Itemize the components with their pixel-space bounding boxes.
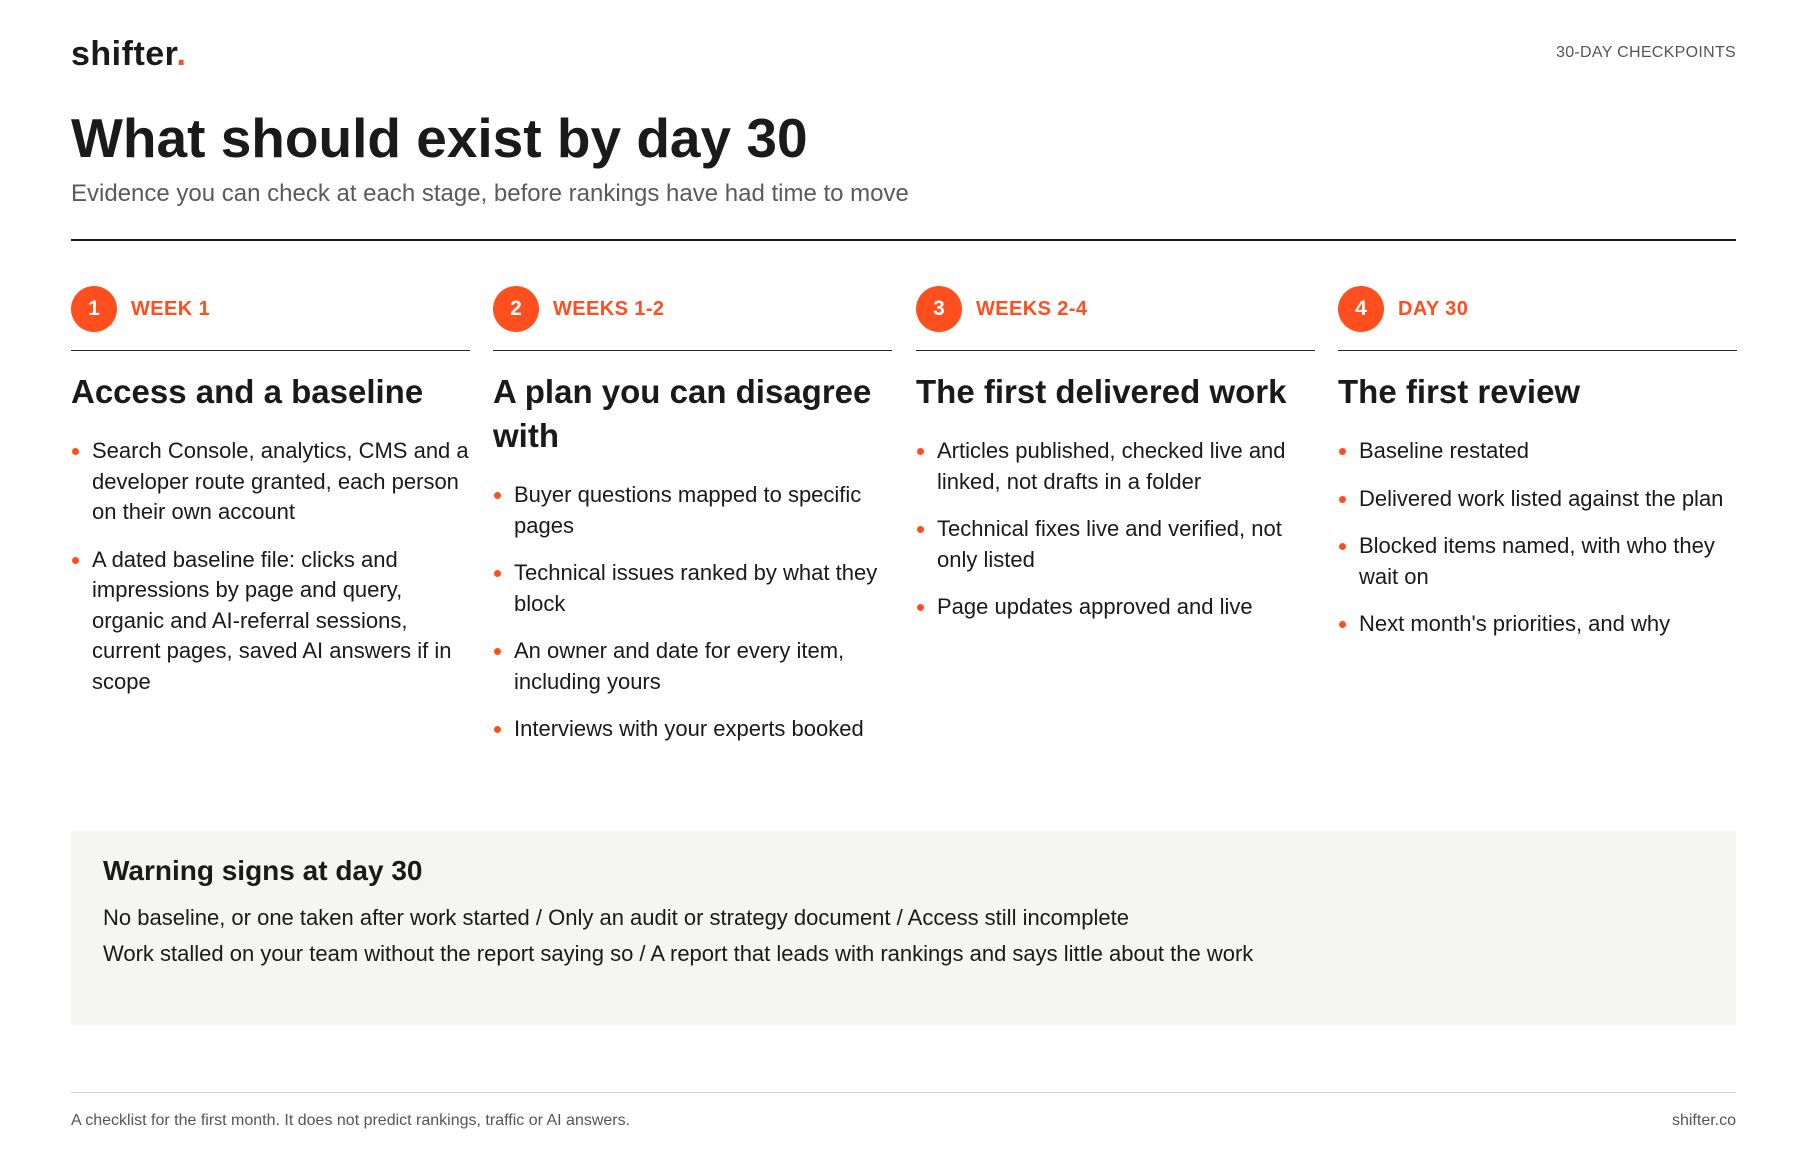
checklist-item [1338,531,1737,592]
checklist-item-text: Search Console, analytics, CMS and a developer route granted, each person on their own account [92,438,469,524]
stage-divider [493,350,892,351]
title-divider [71,239,1736,241]
checklist-item-text: Blocked items named, with who they wait on [1359,533,1715,589]
stage-columns [71,286,1736,806]
document-page [71,0,1736,1165]
checklist-item [916,592,1315,623]
bullet-dot-icon [1339,448,1346,455]
checklist-item [916,514,1315,575]
stage-label: WEEKS 1-2 [553,298,665,320]
checklist-item [493,558,892,619]
stage-label: WEEK 1 [131,298,211,320]
warning-title: Warning signs at day 30 [103,855,423,886]
bullet-dot-icon [1339,543,1346,550]
checklist-item-text: Technical issues ranked by what they block [514,560,878,616]
checklist-item-text: Baseline restated [1359,438,1529,463]
checklist-item-text: Next month's priorities, and why [1359,611,1671,636]
stage-label: WEEKS 2-4 [976,298,1088,320]
footer-site-link: shifter.co [1671,1112,1736,1129]
checklist-item [1338,436,1737,467]
stage-column-4 [1338,286,1737,636]
checklist-item [71,436,470,528]
stage-checklist [71,436,470,714]
checklist-item [71,545,470,698]
stage-divider [916,350,1315,351]
stage-title: The first review [1338,373,1581,410]
checklist-item-text: Delivered work listed against the plan [1359,485,1724,511]
stage-checklist [493,480,892,762]
stage-column-1 [71,286,470,694]
checklist-item [493,636,892,697]
bullet-dot-icon [1339,621,1346,628]
bullet-dot-icon [494,726,501,733]
bullet-dot-icon [1339,496,1346,503]
stage-number-badge: 3 [916,286,962,332]
checklist-item-text: An owner and date for every item, including yours [514,638,845,694]
checklist-item-text: Technical fixes live and verified, not only listed [937,516,1282,572]
bullet-dot-icon [917,604,924,611]
page-title: What should exist by day 30 [71,107,808,169]
stage-column-2 [493,286,892,741]
checklist-item-text: Articles published, checked live and linked, not drafts in a folder [937,438,1286,494]
checklist-item-text: Interviews with your experts booked [514,716,864,741]
stage-title: Access and a baseline [71,373,424,410]
checklist-item [493,714,892,745]
footer-divider [71,1092,1736,1093]
stage-divider [71,350,470,351]
stage-checklist [916,436,1315,640]
stage-label: DAY 30 [1398,298,1469,320]
stage-header [493,286,892,332]
bullet-dot-icon [494,570,501,577]
stage-checklist [1338,436,1737,657]
checklist-item-text: Page updates approved and live [937,594,1253,619]
checklist-item-text: Buyer questions mapped to specific pages [514,482,862,538]
bullet-dot-icon [494,492,501,499]
warning-signs-box [71,831,1736,1025]
footer-note: A checklist for the first month. It does not predict rankings, traffic or AI answers. [71,1112,631,1129]
checklist-item [916,436,1315,497]
stage-title: The first delivered work [916,373,1287,410]
warning-line: Work stalled on your team without the report saying so / A report that leads with rankings and says little about the work [103,941,1254,966]
bullet-dot-icon [72,557,79,564]
stage-number-badge: 1 [71,286,117,332]
brand-name: shifter [71,35,177,73]
bullet-dot-icon [494,648,501,655]
stage-number-badge: 2 [493,286,539,332]
stage-title: A plan you can disagree with [493,373,872,454]
checklist-item [1338,484,1737,515]
checklist-item [1338,609,1737,640]
bullet-dot-icon [72,448,79,455]
checklist-item [493,480,892,541]
brand-logo-dot: . [176,35,187,73]
checklist-item-text: A dated baseline file: clicks and impressions by page and query, organic and AI-referral sessions, current pages, saved AI answers if in scope [92,546,452,694]
brand-logo [71,34,187,74]
warning-line: No baseline, or one taken after work started / Only an audit or strategy document / Access still incomplete [103,905,1129,930]
stage-number-badge: 4 [1338,286,1384,332]
stage-header [916,286,1315,332]
header-tag: 30-DAY CHECKPOINTS [1556,44,1736,61]
stage-column-3 [916,286,1315,619]
stage-divider [1338,350,1737,351]
stage-header [71,286,470,332]
bullet-dot-icon [917,448,924,455]
stage-header [1338,286,1737,332]
bullet-dot-icon [917,526,924,533]
page-subtitle: Evidence you can check at each stage, before rankings have had time to move [71,180,909,207]
page-header [71,34,1736,74]
